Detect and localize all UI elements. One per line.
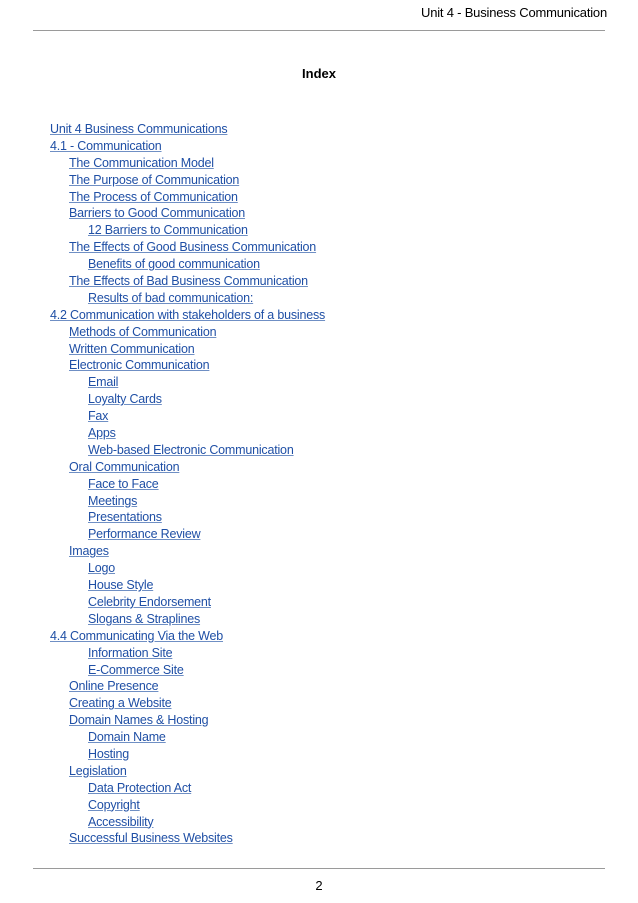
toc-link[interactable]: Loyalty Cards [88, 392, 162, 407]
toc-link[interactable]: Slogans & Straplines [88, 611, 201, 626]
toc-entry [50, 442, 325, 459]
toc-entry [50, 577, 325, 594]
toc-link[interactable]: Email [88, 375, 119, 390]
toc-link[interactable]: Presentations [88, 510, 162, 525]
toc-entry [50, 780, 325, 797]
index-heading: Index [302, 66, 336, 81]
page-number: 2 [315, 878, 323, 893]
toc-link[interactable]: Unit 4 Business Communications [50, 122, 228, 136]
toc-link[interactable]: Information Site [88, 645, 173, 660]
toc-link[interactable]: Written Communication [69, 341, 195, 356]
toc-entry [50, 459, 325, 476]
toc-link[interactable]: Fax [88, 409, 109, 424]
toc-entry [50, 256, 325, 273]
toc-link[interactable]: The Effects of Good Business Communication [69, 240, 317, 255]
toc-link[interactable]: The Process of Communication [69, 189, 238, 204]
toc-link[interactable]: Oral Communication [69, 459, 180, 474]
toc-entry [50, 712, 325, 729]
toc-entry [50, 172, 325, 189]
toc-link[interactable]: Online Presence [69, 679, 159, 694]
toc-entry [50, 155, 325, 172]
table-of-contents [50, 121, 325, 847]
toc-link[interactable]: Accessibility [88, 814, 154, 829]
toc-link[interactable]: Web-based Electronic Communication [88, 442, 294, 457]
toc-entry [50, 290, 325, 307]
toc-entry [50, 476, 325, 493]
toc-link[interactable]: Copyright [88, 797, 140, 812]
toc-entry [50, 746, 325, 763]
toc-entry [50, 307, 325, 324]
toc-entry [50, 611, 325, 628]
toc-entry [50, 763, 325, 780]
toc-entry [50, 273, 325, 290]
toc-link[interactable]: Legislation [69, 763, 127, 778]
toc-link[interactable]: 4.4 Communicating Via the Web [50, 628, 224, 643]
toc-entry [50, 408, 325, 425]
toc-link[interactable]: 4.2 Communication with stakeholders of a business [50, 307, 326, 322]
toc-link[interactable]: Domain Names & Hosting [69, 713, 209, 728]
toc-entry [50, 189, 325, 206]
toc-link[interactable]: Apps [88, 426, 116, 441]
toc-link[interactable]: Meetings [88, 493, 138, 508]
toc-entry [50, 357, 325, 374]
toc-entry [50, 391, 325, 408]
toc-link[interactable]: 12 Barriers to Communication [88, 223, 248, 238]
toc-entry [50, 830, 325, 847]
toc-link[interactable]: Electronic Communication [69, 358, 210, 373]
toc-entry [50, 695, 325, 712]
toc-link[interactable]: Face to Face [88, 476, 159, 491]
toc-link[interactable]: Images [69, 544, 109, 559]
toc-entry [50, 374, 325, 391]
toc-link[interactable]: House Style [88, 578, 154, 593]
toc-entry [50, 797, 325, 814]
toc-link[interactable]: The Effects of Bad Business Communication [69, 274, 308, 289]
toc-entry [50, 678, 325, 695]
toc-entry [50, 138, 325, 155]
toc-link[interactable]: Successful Business Websites [69, 831, 233, 846]
toc-entry [50, 560, 325, 577]
toc-entry [50, 526, 325, 543]
toc-link[interactable]: Hosting [88, 746, 129, 761]
toc-link[interactable]: Performance Review [88, 527, 201, 542]
toc-link[interactable]: Logo [88, 561, 116, 576]
toc-entry [50, 662, 325, 679]
toc-link[interactable]: The Purpose of Communication [69, 172, 240, 187]
footer-divider [33, 868, 605, 869]
toc-entry [50, 543, 325, 560]
toc-entry [50, 594, 325, 611]
toc-entry [50, 814, 325, 831]
toc-entry [50, 425, 325, 442]
toc-entry [50, 493, 325, 510]
toc-link[interactable]: Barriers to Good Communication [69, 206, 246, 221]
toc-link[interactable]: Data Protection Act [88, 780, 192, 795]
toc-entry [50, 509, 325, 526]
toc-link[interactable]: Celebrity Endorsement [88, 594, 211, 609]
toc-entry [50, 341, 325, 358]
toc-entry [50, 645, 325, 662]
toc-entry [50, 729, 325, 746]
toc-link[interactable]: Methods of Communication [69, 324, 217, 339]
toc-link[interactable]: Domain Name [88, 730, 166, 745]
toc-entry [50, 205, 325, 222]
toc-link[interactable]: Creating a Website [69, 696, 172, 711]
header-divider [33, 30, 605, 31]
toc-link[interactable]: Benefits of good communication [88, 257, 260, 272]
toc-entry [50, 222, 325, 239]
running-header-title: Unit 4 - Business Communication [421, 5, 607, 20]
toc-link[interactable]: 4.1 - Communication [50, 138, 162, 153]
toc-link[interactable]: The Communication Model [69, 155, 214, 170]
toc-entry [50, 628, 325, 645]
toc-entry [50, 239, 325, 256]
toc-link[interactable]: E-Commerce Site [88, 662, 184, 677]
toc-entry [50, 324, 325, 341]
toc-entry [50, 121, 325, 138]
toc-link[interactable]: Results of bad communication: [88, 290, 254, 305]
